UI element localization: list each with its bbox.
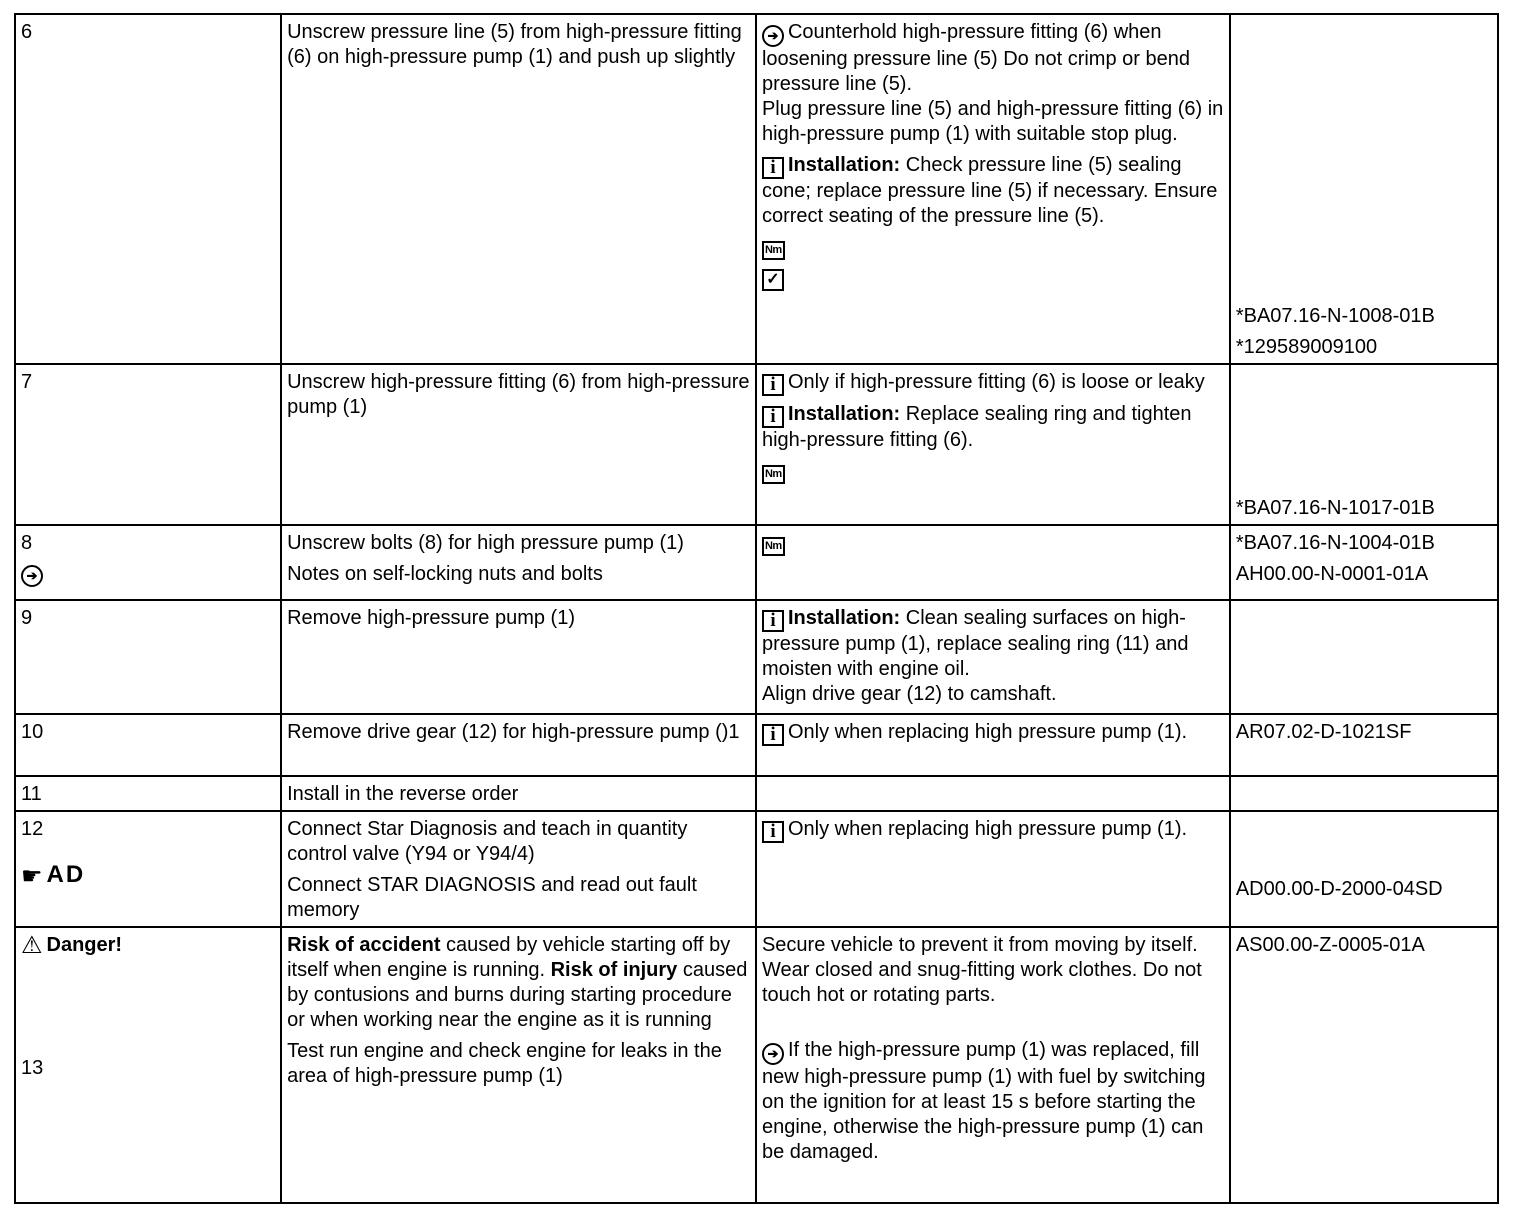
- risk-text: caused by vehicle starting off by itself when engine is running.: [287, 934, 731, 981]
- action-text: Test run engine and check engine for leaks in the area of high-pressure pump (1): [287, 1040, 722, 1087]
- reference-cell: [1230, 525, 1498, 600]
- step-cell: [15, 811, 281, 927]
- installation-text: Replace sealing ring and tighten high-pressure fitting (6).: [761, 403, 1192, 451]
- danger-note: Secure vehicle to prevent it from moving by itself.: [761, 934, 1198, 956]
- step-cell: [15, 776, 281, 811]
- installation-label: Installation:: [787, 607, 901, 629]
- note-text: Align drive gear (12) to camshaft.: [761, 683, 1057, 705]
- step-cell: [15, 600, 281, 714]
- table-row: [15, 525, 1498, 600]
- action-text: Connect STAR DIAGNOSIS and read out fault memory: [287, 874, 697, 921]
- action-cell: [281, 14, 756, 364]
- action-cell: [281, 364, 756, 525]
- torque-nm-icon: Nm: [762, 241, 785, 260]
- note-arrow-icon: ➔: [762, 25, 784, 47]
- torque-nm-icon: Nm: [762, 537, 785, 556]
- warning-triangle-icon: ⚠: [21, 932, 43, 959]
- action-text: Remove high-pressure pump (1): [287, 607, 575, 629]
- note-text: If the high-pressure pump (1) was replaced, fill new high-pressure pump (1) with fuel by switching on the ignition for at least 15 s before starting the engine, otherwise the high-pressure pump (1) can be damaged.: [761, 1039, 1206, 1163]
- note-text: Plug pressure line (5) and high-pressure fitting (6) in high-pressure pump (1) with suitable stop plug.: [761, 98, 1224, 145]
- note-cell: [756, 811, 1230, 927]
- note-cell: [756, 927, 1230, 1203]
- note-text: Only if high-pressure fitting (6) is loose or leaky: [787, 371, 1205, 393]
- action-text: Install in the reverse order: [287, 783, 519, 805]
- document-reference: AD00.00-D-2000-04SD: [1235, 878, 1443, 900]
- step-number: 6: [21, 21, 33, 43]
- note-cell: [756, 14, 1230, 364]
- danger-note: Wear closed and snug-fitting work clothes. Do not touch hot or rotating parts.: [761, 959, 1202, 1006]
- note-cell: [756, 600, 1230, 714]
- reference-cell: [1230, 714, 1498, 776]
- info-icon: i: [762, 406, 784, 428]
- step-number: 10: [21, 721, 44, 743]
- table-row: [15, 927, 1498, 1203]
- table-row: [15, 364, 1498, 525]
- info-icon: i: [762, 157, 784, 179]
- note-text: Counterhold high-pressure fitting (6) when loosening pressure line (5) Do not crimp or bend pressure line (5).: [761, 21, 1190, 95]
- risk-text: caused by contusions and burns during starting procedure or when working near the engine as it is running: [287, 959, 748, 1031]
- pointing-hand-icon: ☛: [21, 863, 43, 890]
- action-cell: [281, 714, 756, 776]
- reference-cell: [1230, 14, 1498, 364]
- note-cell: [756, 776, 1230, 811]
- ad-label: AD: [46, 861, 86, 888]
- step-cell: [15, 927, 281, 1203]
- installation-label: Installation:: [787, 403, 901, 425]
- info-icon: i: [762, 724, 784, 746]
- action-cell: [281, 927, 756, 1203]
- torque-nm-icon: Nm: [762, 465, 785, 484]
- procedure-table: [14, 13, 1499, 1204]
- table-row: [15, 14, 1498, 364]
- table-row: [15, 811, 1498, 927]
- risk-label: Risk of accident: [287, 934, 441, 956]
- document-reference: AS00.00-Z-0005-01A: [1235, 934, 1425, 956]
- step-number: 8: [21, 532, 33, 554]
- document-reference: AR07.02-D-1021SF: [1235, 721, 1412, 743]
- step-cell: [15, 714, 281, 776]
- special-tool-icon: ✓: [762, 269, 784, 291]
- step-number: 7: [21, 371, 33, 393]
- reference-cell: [1230, 927, 1498, 1203]
- action-text: Notes on self-locking nuts and bolts: [287, 563, 603, 585]
- installation-label: Installation:: [787, 154, 901, 176]
- risk-label: Risk of injury: [550, 959, 678, 981]
- reference-cell: [1230, 776, 1498, 811]
- table-row: [15, 600, 1498, 714]
- action-text: Remove drive gear (12) for high-pressure pump ()1: [287, 721, 740, 743]
- installation-text: Clean sealing surfaces on high-pressure pump (1), replace sealing ring (11) and moisten with engine oil.: [761, 607, 1189, 680]
- info-icon: i: [762, 374, 784, 396]
- torque-reference: *BA07.16-N-1017-01B: [1235, 497, 1435, 519]
- note-text: Only when replacing high pressure pump (1).: [787, 818, 1188, 840]
- step-cell: [15, 14, 281, 364]
- table-row: [15, 776, 1498, 811]
- action-text: Unscrew high-pressure fitting (6) from high-pressure pump (1): [287, 371, 750, 418]
- torque-reference: *BA07.16-N-1008-01B: [1235, 305, 1435, 327]
- document-reference: AH00.00-N-0001-01A: [1235, 563, 1429, 585]
- step-number: 11: [21, 783, 42, 805]
- note-cell: [756, 364, 1230, 525]
- info-icon: i: [762, 610, 784, 632]
- note-arrow-icon: ➔: [21, 565, 43, 587]
- tool-reference: *129589009100: [1235, 336, 1378, 358]
- action-cell: [281, 600, 756, 714]
- note-cell: [756, 714, 1230, 776]
- action-cell: [281, 525, 756, 600]
- danger-label: Danger!: [46, 934, 123, 956]
- step-number: 12: [21, 818, 44, 840]
- action-cell: [281, 776, 756, 811]
- step-cell: [15, 525, 281, 600]
- action-text: Unscrew bolts (8) for high pressure pump (1): [287, 532, 684, 554]
- step-number: 9: [21, 607, 33, 629]
- note-cell: [756, 525, 1230, 600]
- note-text: Only when replacing high pressure pump (1).: [787, 721, 1188, 743]
- note-arrow-icon: ➔: [762, 1043, 784, 1065]
- step-cell: [15, 364, 281, 525]
- action-cell: [281, 811, 756, 927]
- action-text: Unscrew pressure line (5) from high-pressure fitting (6) on high-pressure pump (1) and push up slightly: [287, 21, 742, 68]
- reference-cell: [1230, 811, 1498, 927]
- reference-cell: [1230, 364, 1498, 525]
- torque-reference: *BA07.16-N-1004-01B: [1235, 532, 1435, 554]
- step-number: 13: [21, 1057, 44, 1079]
- action-text: Connect Star Diagnosis and teach in quantity control valve (Y94 or Y94/4): [287, 818, 688, 865]
- table-row: [15, 714, 1498, 776]
- reference-cell: [1230, 600, 1498, 714]
- info-icon: i: [762, 821, 784, 843]
- installation-text: Check pressure line (5) sealing cone; replace pressure line (5) if necessary. Ensure correct seating of the pressure line (5).: [761, 154, 1218, 227]
